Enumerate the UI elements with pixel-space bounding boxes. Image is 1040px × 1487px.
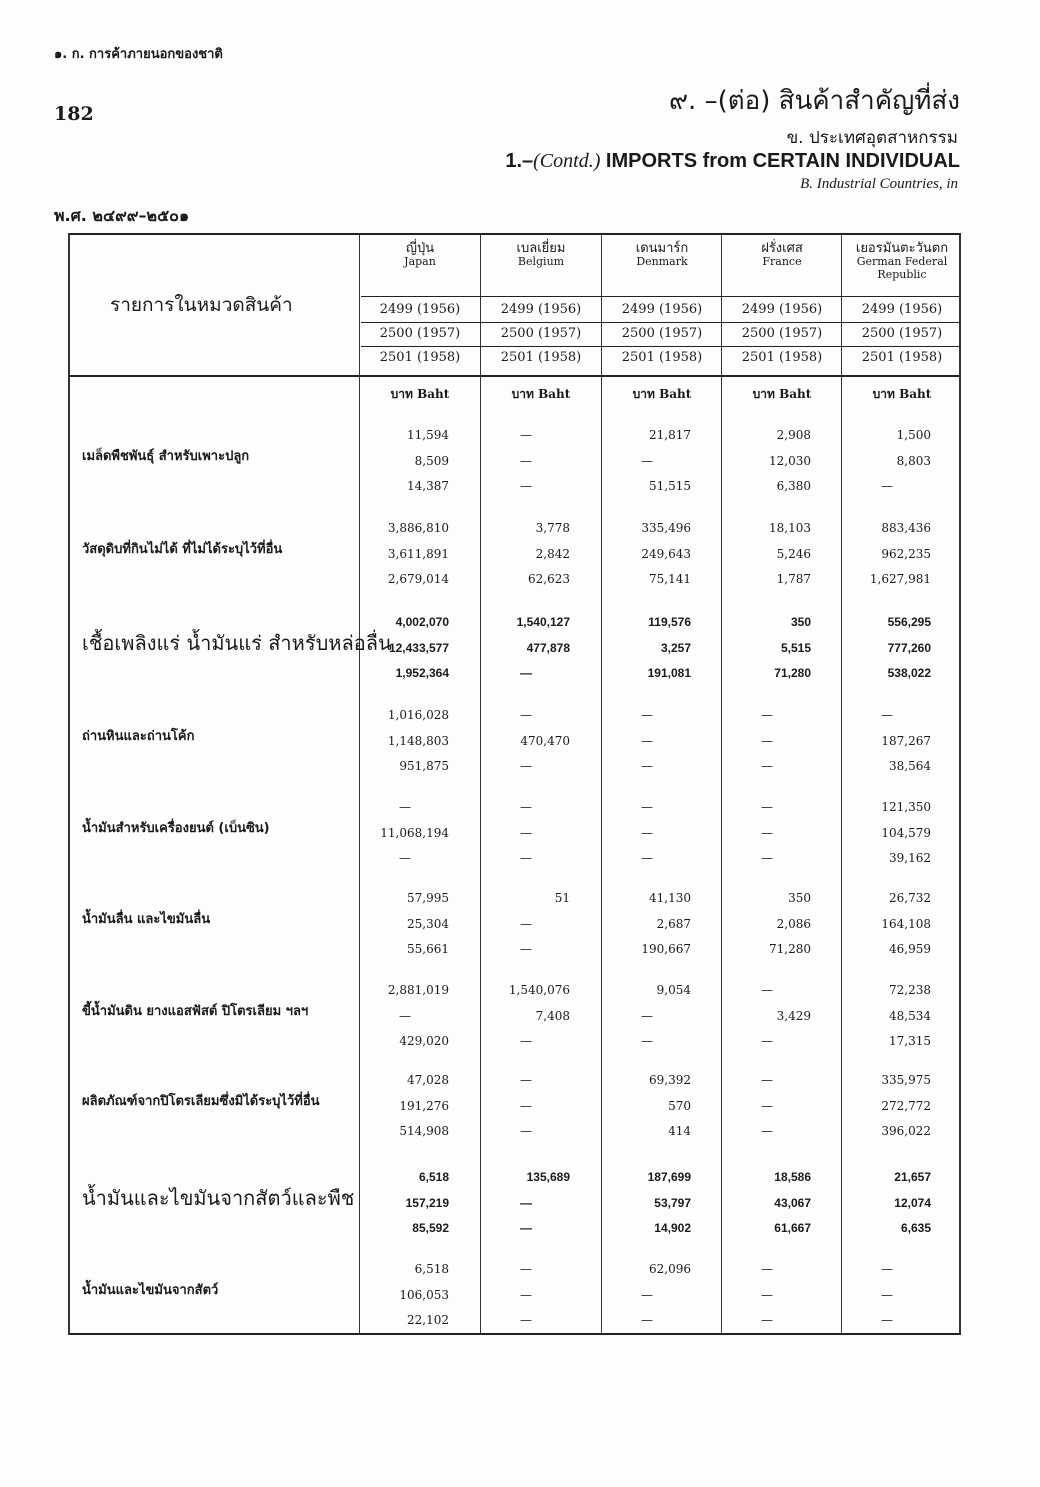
table-left-border [68,233,70,1335]
year-label: 2500 (1957) [500,326,582,341]
table-cell: 69,392 [649,1073,691,1087]
table-cell: 429,020 [399,1034,449,1048]
column-divider [480,235,481,1333]
header-divider [361,346,959,347]
table-cell: — [881,479,893,493]
column-header-english: Japan [404,255,436,268]
table-cell: 71,280 [774,666,811,680]
column-header-thai: เดนมาร์ก [635,241,689,256]
table-cell: 187,267 [881,733,931,748]
year-label: 2499 (1956) [621,302,703,317]
table-cell: — [761,800,773,814]
table-cell: 9,054 [656,983,691,997]
year-label: 2499 (1956) [741,302,823,317]
table-cell: — [520,1287,532,1302]
table-cell: 5,246 [776,546,811,561]
year-label: 2500 (1957) [621,326,703,341]
row-label: น้ำมันและไขมันจากสัตว์ [82,1282,219,1298]
table-cell: 11,068,194 [380,825,449,840]
table-cell: 61,667 [774,1221,811,1235]
row-label: น้ำมันลื่น และไขมันลื่น [82,911,211,927]
table-cell: 2,687 [656,916,691,931]
column-header-thai: เบลเยี่ยม [516,241,566,256]
year-label: 2501 (1958) [741,350,823,365]
unit-label: บาท Baht [390,387,450,401]
table-cell: 21,657 [894,1170,931,1184]
table-cell: — [399,800,411,814]
table-cell: 6,518 [414,1262,449,1276]
table-cell: 350 [788,891,811,905]
table-cell: 2,679,014 [387,572,449,586]
chapter-label: ๑. ก. การค้าภายนอกของชาติ [54,47,223,62]
table-cell: — [520,479,532,493]
table-cell: 951,875 [399,759,449,773]
year-label: 2500 (1957) [741,326,823,341]
table-cell: — [399,851,411,865]
row-label: ขี้น้ำมันดิน ยางแอสฟัสต์ ปิโตรเลียม ฯลฯ [82,1003,309,1019]
table-cell: — [520,1313,532,1327]
table-cell: 121,350 [881,800,931,814]
table-cell: — [761,1313,773,1327]
unit-label: บาท Baht [511,387,571,401]
table-cell: 1,787 [776,572,811,586]
row-label: น้ำมันสำหรับเครื่องยนต์ (เบ็นซิน) [82,820,270,836]
table-cell: — [641,851,653,865]
year-label: 2500 (1957) [379,326,461,341]
table-cell: — [761,1287,773,1302]
table-cell: 3,611,891 [387,546,449,561]
table-cell: 41,130 [649,891,691,905]
table-cell: 12,030 [769,453,811,468]
table-cell: 570 [668,1098,691,1113]
table-cell: — [520,428,532,442]
table-cell: 164,108 [881,916,931,931]
header-divider [361,322,959,323]
table-cell: 14,902 [654,1221,691,1235]
table-cell: — [641,759,653,773]
column-header [482,242,600,268]
table-cell: 4,002,070 [395,615,449,629]
table-cell: 62,096 [649,1262,691,1276]
table-cell: — [520,1195,532,1210]
table-cell: 55,661 [407,942,449,956]
table-cell: 538,022 [887,666,931,680]
table-cell: 777,260 [887,640,931,655]
table-cell: 135,689 [526,1170,570,1184]
table-cell: 8,509 [414,453,449,468]
table-cell: 22,102 [407,1313,449,1327]
unit-label: บาท Baht [632,387,692,401]
table-cell: — [881,1313,893,1327]
table-cell: 119,576 [648,615,691,629]
table-cell: — [641,800,653,814]
table-cell: — [520,800,532,814]
table-cell: 1,540,076 [508,983,570,997]
table-cell: — [761,825,773,840]
table-cell: 17,315 [889,1034,931,1048]
table-cell: — [520,1124,532,1138]
table-cell: — [520,1098,532,1113]
table-cell: — [399,1008,411,1023]
table-cell: — [520,1221,532,1235]
table-cell: — [520,851,532,865]
table-cell: — [520,666,532,680]
table-cell: — [641,733,653,748]
table-cell: — [761,851,773,865]
table-cell: 2,908 [776,428,811,442]
table-cell: 14,387 [407,479,449,493]
table-cell: 350 [790,615,811,629]
table-cell: 18,103 [769,521,811,535]
table-cell: 3,257 [660,640,691,655]
table-cell: 190,667 [641,942,691,956]
table-cell: 7,408 [535,1008,570,1023]
table-cell: — [761,1034,773,1048]
row-label: วัสดุดิบที่กินไม่ได้ ที่ไม่ได้ระบุไว้ที่อื่น [82,541,283,557]
table-cell: 12,433,577 [388,640,449,655]
table-cell: — [641,1008,653,1023]
table-cell: 6,518 [418,1170,449,1184]
year-label: 2499 (1956) [500,302,582,317]
year-label: 2500 (1957) [861,326,943,341]
table-cell: 72,238 [889,983,931,997]
column-header-english: Belgium [517,255,565,268]
table-cell: 6,380 [776,479,811,493]
table-cell: — [641,1313,653,1327]
table-cell: 8,803 [896,453,931,468]
column-divider [721,235,722,1333]
table-cell: — [520,825,532,840]
title-en-main: IMPORTS from CERTAIN INDIVIDUAL [600,150,960,172]
column-divider [359,235,360,1333]
table-cell: — [520,453,532,468]
year-label: 2501 (1958) [379,350,461,365]
table-cell: — [761,708,773,722]
table-cell: 53,797 [654,1195,691,1210]
table-cell: 51,515 [649,479,691,493]
table-bottom-rule [68,1333,961,1335]
subtitle-english: B. Industrial Countries, in [800,176,958,192]
table-cell: 26,732 [889,891,931,905]
table-cell: 2,086 [776,916,811,931]
table-cell: 75,141 [649,572,691,586]
table-cell: 3,778 [535,521,570,535]
table-cell: 21,817 [649,428,691,442]
table-cell: 71,280 [769,942,811,956]
table-cell: — [641,708,653,722]
table-cell: 470,470 [520,733,570,748]
table-cell: 39,162 [889,851,931,865]
table-cell: — [520,1034,532,1048]
table-cell: — [761,1262,773,1276]
column-header-english: France [762,255,802,268]
table-cell: 25,304 [407,916,449,931]
table-cell: 1,952,364 [395,666,449,680]
table-cell: 5,515 [780,640,811,655]
table-cell: — [641,453,653,468]
year-range: พ.ศ. ๒๔๙๙–๒๕๐๑ [54,206,190,225]
page-number: 182 [54,103,94,125]
table-cell: 1,500 [896,428,931,442]
table-cell: 1,627,981 [869,572,931,586]
title-en-contd: (Contd.) [533,150,601,172]
year-label: 2501 (1958) [500,350,582,365]
table-cell: — [520,708,532,722]
table-cell: 57,995 [407,891,449,905]
column-divider [601,235,602,1333]
table-cell: 335,975 [881,1073,931,1087]
table-cell: 38,564 [889,759,931,773]
table-cell: — [761,759,773,773]
table-cell: 2,842 [535,546,570,561]
unit-label: บาท Baht [752,387,812,401]
table-cell: 1,148,803 [387,733,449,748]
table-cell: 62,623 [528,572,570,586]
table-cell: 187,699 [647,1170,691,1184]
table-cell: 191,276 [399,1098,449,1113]
table-cell: 1,016,028 [387,708,449,722]
table-cell: — [520,1262,532,1276]
column-header [843,242,961,281]
table-cell: 1,540,127 [516,615,570,629]
table-cell: 12,074 [894,1195,931,1210]
column-header [361,242,479,268]
unit-label: บาท Baht [872,387,932,401]
table-cell: 6,635 [900,1221,931,1235]
table-cell: 883,436 [881,521,931,535]
table-cell: — [520,916,532,931]
table-cell: 157,219 [405,1195,449,1210]
table-cell: — [761,1073,773,1087]
row-label: ถ่านหินและถ่านโค้ก [82,728,195,744]
page-title-thai: ๙. –(ต่อ) สินค้าสำคัญที่ส่ง [669,86,960,116]
table-header-rule [68,375,961,377]
column-header [723,242,841,268]
table-cell: 962,235 [881,546,931,561]
subtitle-thai: ข. ประเทศอุตสาหกรรม [786,128,958,148]
header-divider [361,296,959,297]
table-cell: 477,878 [526,640,570,655]
row-label: ผลิตภัณฑ์จากปิโตรเลียมซึ่งมิได้ระบุไว้ที่อื่น [82,1093,320,1109]
year-label: 2499 (1956) [379,302,461,317]
table-cell: — [520,1073,532,1087]
table-cell: — [761,1098,773,1113]
year-label: 2501 (1958) [861,350,943,365]
table-cell: 2,881,019 [387,983,449,997]
table-cell: 43,067 [774,1195,811,1210]
table-cell: 514,908 [399,1124,449,1138]
column-divider [841,235,842,1333]
table-top-rule [68,233,961,235]
table-cell: — [641,825,653,840]
table-cell: — [761,1124,773,1138]
table-cell: 18,586 [774,1170,811,1184]
table-cell: — [520,759,532,773]
row-label: น้ำมันและไขมันจากสัตว์และพืช [82,1185,355,1210]
column-header-thai: ญี่ปุ่น [405,241,435,256]
table-cell: 47,028 [407,1073,449,1087]
column-header-english: Denmark [636,255,688,268]
row-label: เชื้อเพลิงแร่ น้ำมันแร่ สำหรับหล่อลื่น [82,630,392,655]
row-label: เมล็ดพืชพันธุ์ สำหรับเพาะปลูก [82,448,250,464]
column-header-thai: เยอรมันตะวันตก [855,241,949,256]
table-cell: 272,772 [881,1098,931,1113]
table-cell: 3,886,810 [387,521,449,535]
table-cell: — [881,1262,893,1276]
page-title-english [505,150,960,173]
column-header [603,242,721,268]
table-cell: — [641,1034,653,1048]
column-header-thai: ฝรั่งเศส [761,241,803,256]
table-cell: 104,579 [881,825,931,840]
title-en-prefix: 1.– [505,150,534,172]
stub-heading: รายการในหมวดสินค้า [110,294,293,316]
table-cell: 3,429 [776,1008,811,1023]
table-cell: 191,081 [647,666,691,680]
table-cell: — [520,942,532,956]
table-cell: — [881,708,893,722]
table-cell: 11,594 [407,428,449,442]
year-label: 2499 (1956) [861,302,943,317]
table-cell: 106,053 [399,1287,449,1302]
table-cell: 335,496 [641,521,691,535]
table-cell: — [761,983,773,997]
table-cell: 51 [554,891,570,905]
table-cell: 414 [668,1124,691,1138]
table-cell: — [881,1287,893,1302]
table-cell: 46,959 [889,942,931,956]
table-cell: 396,022 [881,1124,931,1138]
table-cell: 249,643 [641,546,691,561]
year-label: 2501 (1958) [621,350,703,365]
table-cell: — [761,733,773,748]
table-cell: 48,534 [889,1008,931,1023]
column-header-english: German Federal Republic [856,255,948,281]
table-cell: 556,295 [887,615,931,629]
table-cell: 85,592 [412,1221,449,1235]
table-cell: — [641,1287,653,1302]
